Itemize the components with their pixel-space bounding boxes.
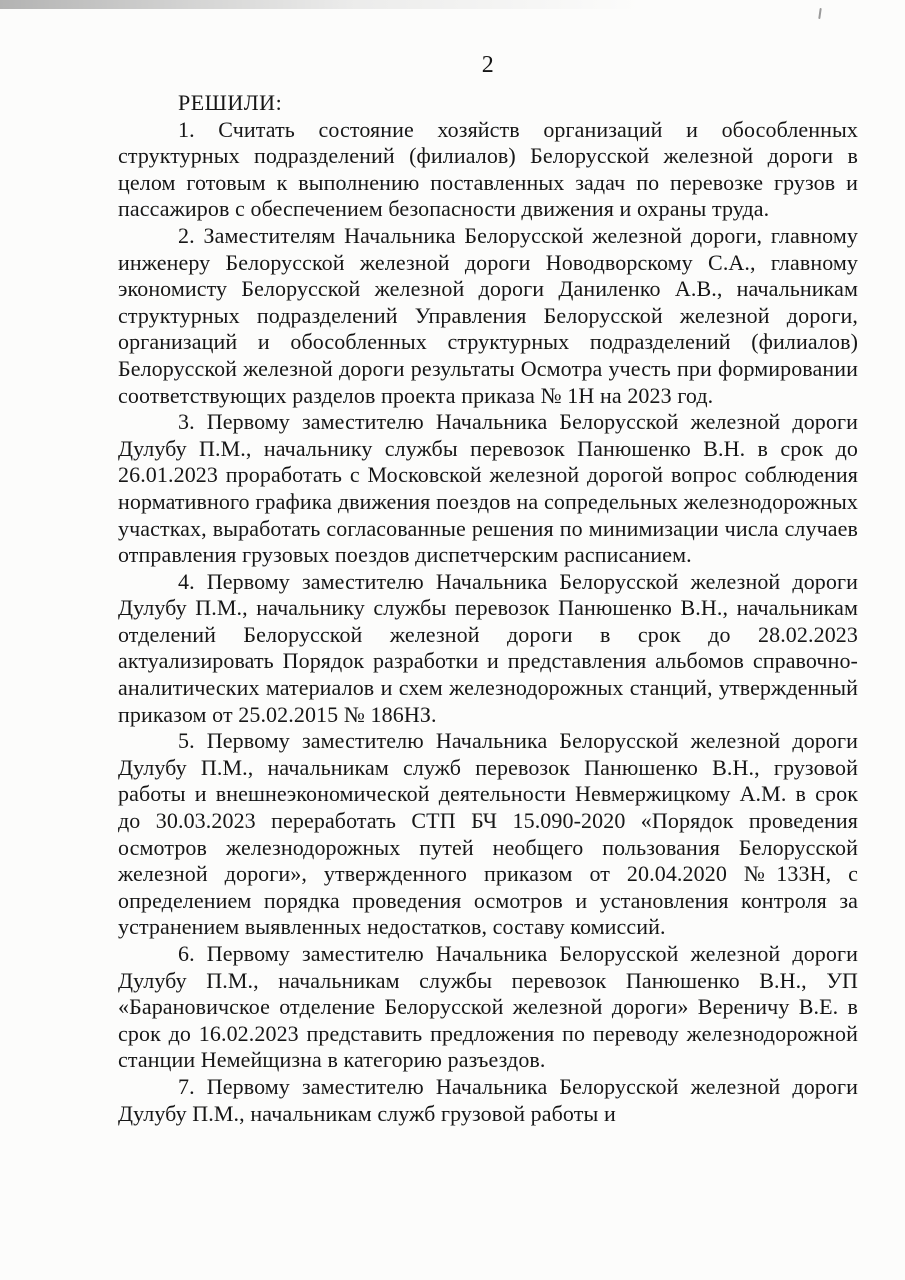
resolution-paragraph-1: 1. Считать состояние хозяйств организаций и обособленных структурных подразделений (филиалов) Белорусской железной дороги в целом готовым к выполнению поставленных задач по перевозке грузов и пассажиров с обеспечением безопасности движения и охраны труда. (118, 116, 858, 222)
resolution-heading: РЕШИЛИ: (178, 90, 283, 115)
resolution-paragraph-7: 7. Первому заместителю Начальника Белорусской железной дороги Дулубу П.М., начальникам служб грузовой работы и (118, 1073, 858, 1126)
resolution-paragraph-6: 6. Первому заместителю Начальника Белорусской железной дороги Дулубу П.М., начальникам службы перевозок Панюшенко В.Н., УП «Барановичское отделение Белорусской железной дороги» Вереничу В.Е. в срок до 16.02.2023 представить предложения по переводу железнодорожной станции Немейщизна в категорию разъездов. (118, 941, 858, 1073)
resolution-paragraph-3: 3. Первому заместителю Начальника Белорусской железной дороги Дулубу П.М., начальнику службы перевозок Панюшенко В.Н. в срок до 26.01.2023 проработать с Московской железной дорогой вопрос соблюдения нормативного графика движения поездов на сопредельных железнодорожных участках, выработать согласованные решения по минимизации числа случаев отправления грузовых поездов диспетчерским расписанием. (118, 409, 858, 568)
page-number: 2 (481, 52, 495, 78)
scan-edge-artifact (0, 0, 640, 9)
resolution-paragraph-4: 4. Первому заместителю Начальника Белорусской железной дороги Дулубу П.М., начальнику службы перевозок Панюшенко В.Н., начальникам отделений Белорусской железной дороги в срок до 28.02.2023 актуализировать Порядок разработки и представления альбомов справочно-аналитических материалов и схем железнодорожных станций, утвержденный приказом от 25.02.2015 № 186НЗ. (118, 568, 858, 727)
document-body (118, 90, 858, 1127)
resolution-paragraph-5: 5. Первому заместителю Начальника Белорусской железной дороги Дулубу П.М., начальникам служб перевозок Панюшенко В.Н., грузовой работы и внешнеэкономической деятельности Невмержицкому А.М. в срок до 30.03.2023 переработать СТП БЧ 15.090-2020 «Порядок проведения осмотров железнодорожных путей необщего пользования Белорусской железной дороги», утвержденного приказом от 20.04.2020 №133Н, с определением порядка проведения осмотров и установления контроля за устранением выявленных недостатков, составу комиссий. (118, 728, 858, 940)
scan-speck-artifact (818, 8, 822, 19)
resolution-paragraph-2: 2. Заместителям Начальника Белорусской железной дороги, главному инженеру Белорусской железной дороги Новодворскому С.А., главному экономисту Белорусской железной дороги Даниленко А.В., начальникам структурных подразделений Управления Белорусской железной дороги, организаций и обособленных структурных подразделений (филиалов) Белорусской железной дороги результаты Осмотра учесть при формировании соответствующих разделов проекта приказа № 1Н на 2023 год. (118, 222, 858, 408)
